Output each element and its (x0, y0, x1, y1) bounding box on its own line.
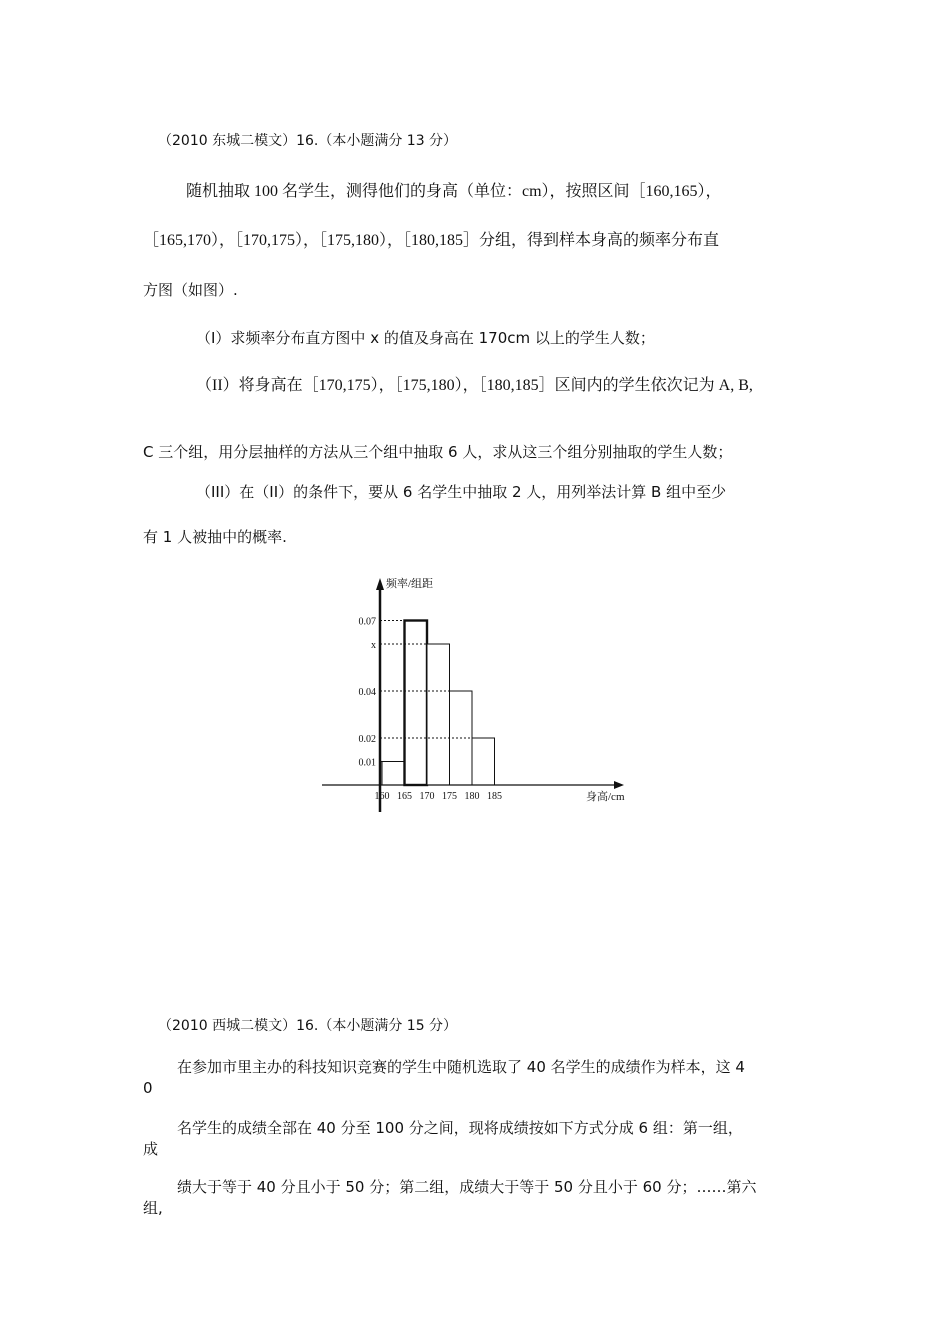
x-axis-label: 身高/cm (586, 791, 625, 803)
problem-2-header: （2010 西城二模文）16.（本小题满分 15 分） (158, 1018, 458, 1034)
problem-2-para-2-wrap: 成 (143, 1140, 159, 1158)
question-1: （I）求频率分布直方图中 x 的值及身高在 170cm 以上的学生人数； (196, 329, 655, 347)
x-tick-label: 165 (397, 791, 412, 802)
histogram-bar (427, 644, 450, 785)
x-tick-label: 180 (464, 791, 480, 802)
question-3-line-1: （III）在（II）的条件下，要从 6 名学生中抽取 2 人，用列举法计算 B 组中至少 (196, 483, 727, 501)
y-tick-label: 0.01 (358, 757, 376, 769)
y-tick-label: 0.04 (358, 687, 376, 698)
histogram-chart (318, 572, 638, 822)
problem-2-para-3: 绩大于等于 40 分且小于 50 分；第二组，成绩大于等于 50 分且小于 60 分；……第六 (177, 1178, 757, 1196)
problem-1-para-3: 方图（如图）. (143, 281, 238, 299)
problem-2-para-1: 在参加市里主办的科技知识竞赛的学生中随机选取了 40 名学生的成绩作为样本，这 4 (177, 1058, 745, 1076)
question-3-line-2: 有 1 人被抽中的概率. (143, 528, 287, 546)
x-tick-label: 160 (374, 791, 390, 802)
y-tick-label: 0.07 (358, 616, 376, 628)
y-axis-label: 频率/组距 (386, 578, 434, 590)
histogram-bar (382, 762, 405, 786)
x-tick-label: 170 (419, 791, 435, 802)
problem-2-para-3-wrap: 组, (143, 1199, 163, 1217)
y-tick-label: 0.02 (358, 734, 376, 745)
x-tick-label: 175 (442, 791, 457, 802)
x-axis-arrow (614, 781, 624, 789)
problem-2-para-2: 名学生的成绩全部在 40 分至 100 分之间，现将成绩按如下方式分成 6 组：第一组， (177, 1119, 743, 1137)
histogram-bar (405, 621, 428, 786)
x-tick-label: 185 (487, 791, 502, 802)
question-2-line-1: （II）将身高在［170,175），［175,180），［180,185］区间内的学生依次记为 A, B, (196, 377, 753, 394)
y-tick-label: x (371, 640, 376, 651)
histogram-bar (472, 738, 495, 785)
problem-1-para-1: 随机抽取 100 名学生，测得他们的身高（单位：cm），按照区间［160,165）， (186, 183, 722, 200)
problem-1-para-2: ［165,170），［170,175），［175,180），［180,185］分组，得到样本身高的频率分布直 (143, 232, 720, 249)
problem-2-para-1-wrap: 0 (143, 1079, 153, 1097)
question-2-line-2: C 三个组，用分层抽样的方法从三个组中抽取 6 人，求从这三个组分别抽取的学生人数； (143, 443, 733, 461)
y-axis-arrow (376, 578, 384, 590)
problem-1-header: （2010 东城二模文）16.（本小题满分 13 分） (158, 133, 458, 149)
